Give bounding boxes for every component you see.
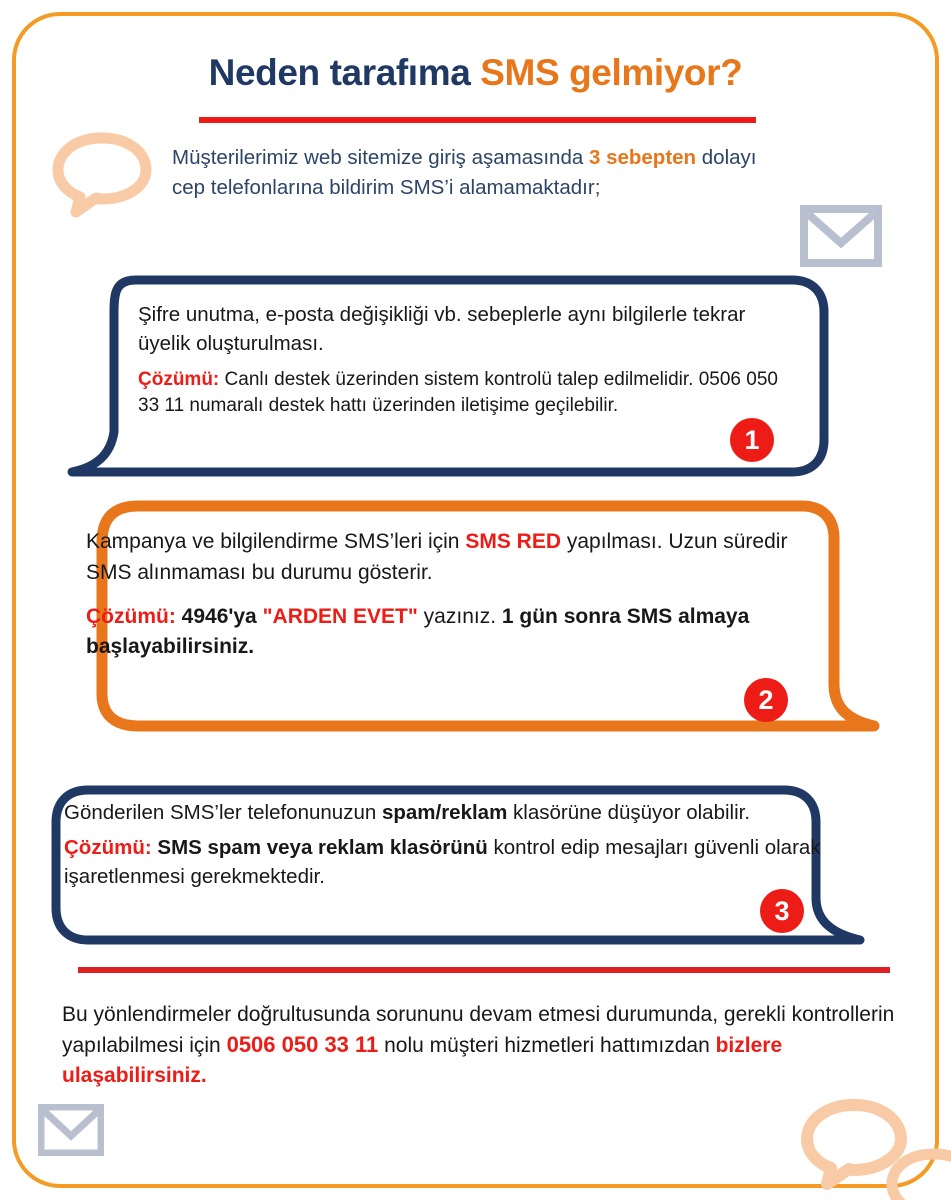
reason-card-1-solution [138,367,798,419]
page-title-accent: SMS gelmiyor? [480,52,743,93]
speech-bubble-icon [52,132,154,218]
solution-quoted: "ARDEN EVET" [262,605,418,628]
reason-card-3-problem [64,798,824,827]
solution-part-b: yazınız. [417,605,502,628]
solution-part-b: kontrol edip mesajları güvenli olarak işaretlenmesi gerekmektedir. [64,836,821,888]
solution-label: Çözümü: [64,836,152,859]
footer-part1: Bu yönlendirmeler doğrultusunda sorununu devam etmesi durumunda, gerekli kontrollerin yapılabilmesi için [62,1003,895,1057]
envelope-icon [38,1104,104,1156]
solution-label: Çözümü: [86,605,176,628]
support-phone-number: 0506 050 33 11 [226,1032,379,1057]
problem-part2: klasörüne düşüyor olabilir. [507,801,751,824]
intro-text-part2: dolayı cep telefonlarına bildirim SMS’i alamamaktadır; [172,146,757,199]
solution-label: Çözümü: [138,369,220,390]
footer-paragraph [62,1000,902,1091]
solution-highlight: SMS spam veya reklam klasörünü [157,836,488,859]
page-title [0,52,951,94]
intro-text-part1: Müşterilerimiz web sitemize giriş aşamasında [172,146,589,169]
problem-part1: Gönderilen SMS’ler telefonunuzun [64,801,382,824]
reason-card-2-body [86,526,836,662]
reason-card-1-problem: Şifre unutma, e-posta değişikliği vb. sebeplerle aynı bilgilerle tekrar üyelik oluşturulması. [138,303,746,355]
intro-highlight: 3 sebepten [588,146,697,169]
reason-number-badge-2: 2 [744,678,788,722]
footer-cta: bizlere ulaşabilirsiniz. [62,1034,783,1087]
reason-number-badge-1: 1 [730,418,774,462]
problem-part1: Kampanya ve bilgilendirme SMS’leri için [86,530,466,553]
reason-card-2-problem [86,526,836,588]
problem-highlight: spam/reklam [381,801,508,824]
envelope-icon [800,205,882,267]
problem-highlight: SMS RED [465,530,562,553]
reason-number-badge-3: 3 [760,889,804,933]
solution-part-a: 4946'ya [175,605,263,628]
page-title-main: Neden tarafıma [208,52,481,93]
reason-card-3-body [64,798,824,891]
title-divider [199,117,756,123]
solution-text: Canlı destek üzerinden sistem kontrolü talep edilmelidir. 0506 050 33 11 numaralı destek hattı üzerinden iletişime geçilebilir. [138,369,778,416]
reason-card-3 [48,782,888,950]
reason-card-1-body [138,300,798,419]
intro-paragraph [172,143,792,203]
footer-part2: nolu müşteri hizmetleri hattımızdan [378,1034,716,1057]
reason-card-2-solution [86,602,836,662]
solution-part-c: 1 gün sonra SMS almaya başlayabilirsiniz. [86,605,750,658]
problem-part2: yapılması. Uzun süredir SMS alınmaması bu durumu gösterir. [86,530,788,584]
reason-card-3-solution [64,833,824,891]
footer-divider [78,967,890,973]
reason-card-1 [40,272,830,484]
speech-bubble-icon [886,1148,951,1200]
